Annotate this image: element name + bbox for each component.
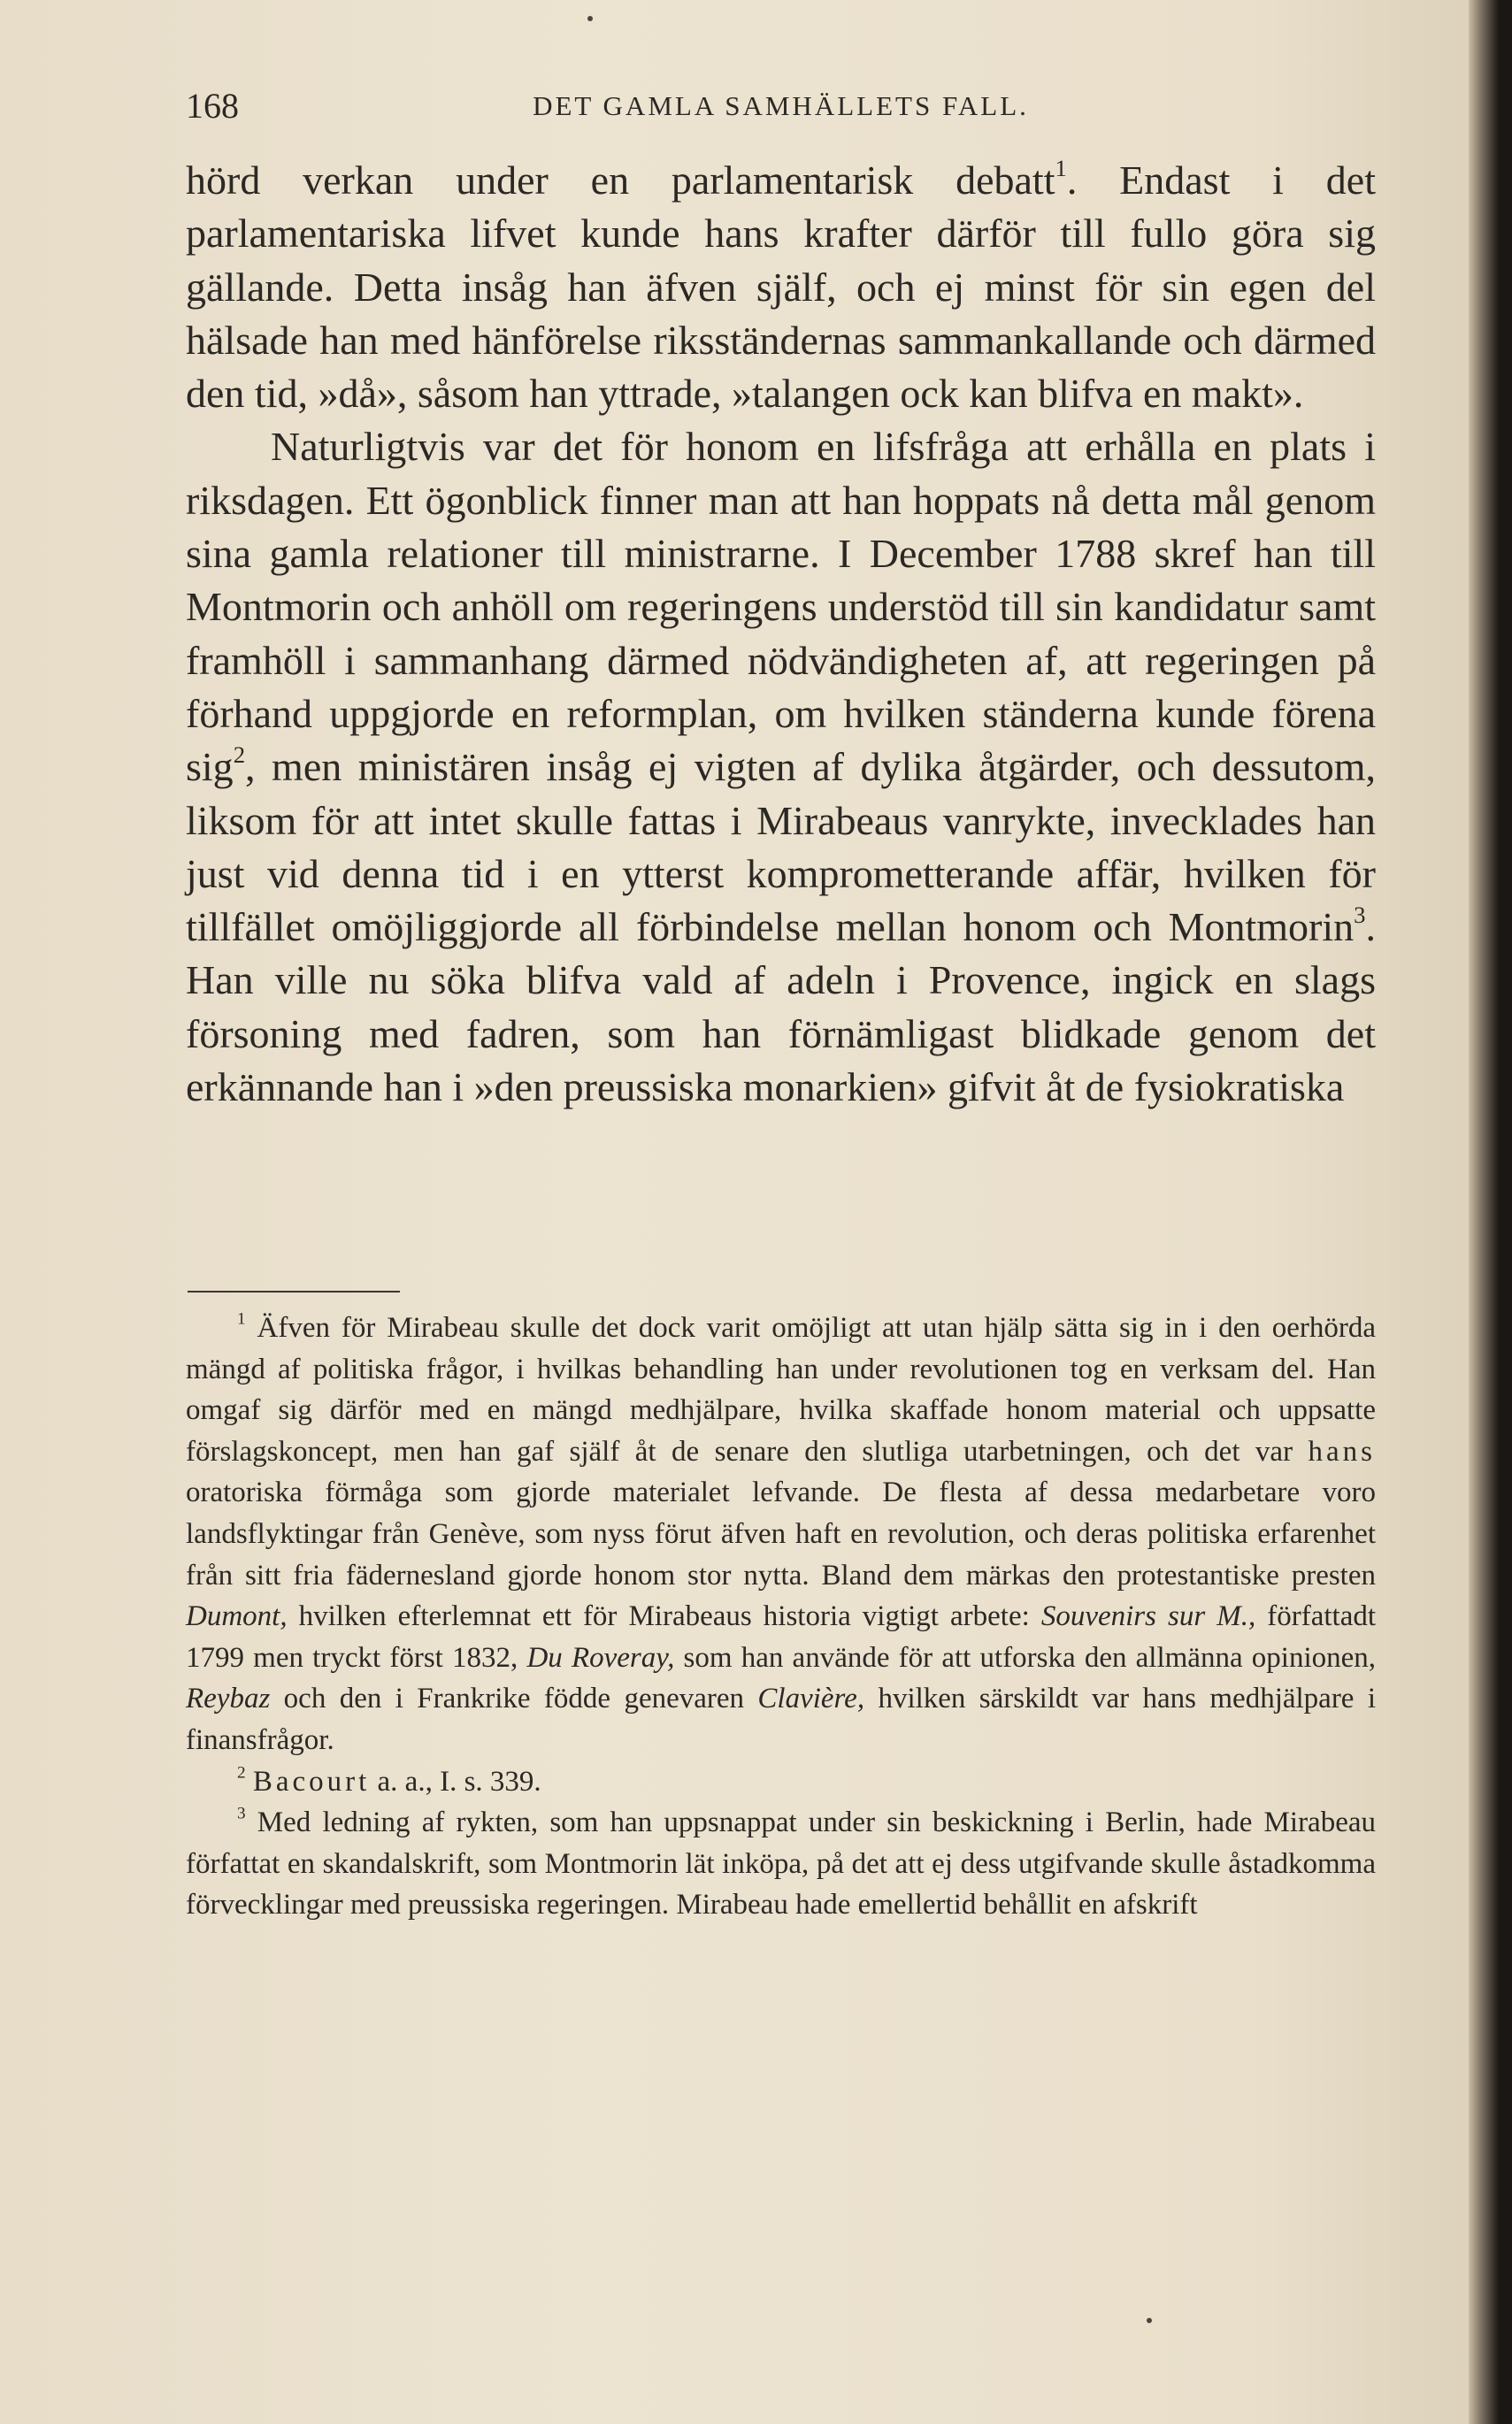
page-number: 168 (186, 86, 239, 126)
footnote-ref-2: 2 (233, 741, 246, 769)
footnote-ref-3: 3 (1354, 901, 1366, 929)
footnote-1-text-5: som han använde för att utforska den allmänna opinionen, (683, 1641, 1377, 1674)
footnote-1-italic-souvenirs: Souvenirs sur M., (1040, 1600, 1256, 1633)
footnote-3-mark: 3 (237, 1804, 246, 1823)
page-edge-shadow (1469, 0, 1512, 2424)
footnote-3-text: Med ledning af rykten, som han uppsnappat under sin beskickning i Berlin, hade Mirabeau författat en skandalskrift, som Montmorin lät inköpa, på det att ej dess utgifvande skulle åstadkomma förvecklingar med preussiska regeringen. Mirabeau hade emellertid behållit en afskrift (186, 1806, 1376, 1922)
paragraph-1 (186, 154, 1376, 420)
footnotes (186, 1308, 1376, 1926)
paper-speck (587, 16, 593, 21)
page-header (186, 85, 1376, 129)
footnote-1-text-1: Äfven för Mirabeau skulle det dock varit omöjligt att utan hjälp sätta sig in i den oerhörda mängd af politiska frågor, i hvilkas behandling han under revolutionen tog en verksam del. Han omgaf sig därför med en mängd medhjälpare, hvilka skaffade honom material och uppsatte förslagskoncept, men han gaf själf åt de senare den slutliga utarbetningen, och det var (186, 1312, 1376, 1468)
footnote-1-spaced-word: hans (1308, 1435, 1377, 1468)
paragraph-2-text-a: Naturligtvis var det för honom en lifsfråga att erhålla en plats i riksdagen. Ett ögonblick finner man att han hoppats nå detta mål genom sina gamla relationer till ministrarne. I December 1788 skref han till Montmorin och anhöll om regeringens understöd till sin kandidatur samt framhöll i sammanhang därmed nödvändigheten af, att regeringen på förhand uppgjorde en reformplan, om hvilken ständerna kunde förena sig (186, 424, 1376, 790)
footnote-2 (186, 1761, 1376, 1803)
paragraph-2-text-b: , men ministären insåg ej vigten af dylika åtgärder, och dessutom, liksom för att intet skulle fattas i Mirabeaus vanrykte, invecklades han just vid denna tid i en ytterst komprometterande affär, hvilken för tillfället omöjliggjorde all förbindelse mellan honom och Montmorin (186, 744, 1376, 950)
footnote-separator (188, 1291, 400, 1293)
paper-speck (1147, 2318, 1152, 2323)
footnote-1-text-2: oratoriska förmåga som gjorde materialet lefvande. De flesta af dessa medarbetare voro landsflyktingar från Genève, som nyss förut äfven haft en revolution, och deras politiska erfarenhet från sitt fria fädernesland gjorde honom stor nytta. Bland dem märkas den protestantiske presten (186, 1477, 1376, 1592)
footnote-2-spaced-word: Bacourt (252, 1765, 371, 1798)
footnote-1-italic-dumont: Dumont, (186, 1600, 288, 1633)
footnote-1 (186, 1308, 1376, 1761)
paragraph-1-text-a: hörd verkan under en parlamentarisk debatt (186, 157, 1055, 203)
footnote-2-mark: 2 (237, 1763, 246, 1783)
footnote-3 (186, 1802, 1376, 1926)
main-text (186, 154, 1376, 1114)
paragraph-2 (186, 420, 1376, 1114)
footnote-1-italic-reybaz: Reybaz (186, 1683, 271, 1715)
footnote-1-text-4: författadt 1799 men tryckt först 1832, (186, 1600, 1377, 1674)
footnote-1-mark: 1 (237, 1309, 246, 1329)
footnote-1-text-7: hvilken särskildt var hans medhjälpare i finansfrågor. (186, 1683, 1376, 1756)
running-head: DET GAMLA SAMHÄLLETS FALL. (533, 90, 1029, 121)
footnote-1-italic-roveray: Du Roveray, (526, 1641, 675, 1674)
footnote-1-italic-claviere: Clavière, (757, 1683, 865, 1715)
footnote-2-text: a. a., I. s. 339. (377, 1765, 541, 1798)
paragraph-1-text-b: . Endast i det parlamentariska lifvet kunde hans krafter därför till fullo göra sig gällande. Detta insåg han äfven själf, och ej minst för sin egen del hälsade han med hänförelse riksständernas sammankallande och därmed den tid, »då», såsom han yttrade, »talangen ock kan blifva en makt». (186, 157, 1376, 417)
paragraph-2-text-c: . Han ville nu söka blifva vald af adeln i Provence, ingick en slags försoning med fadren, som han förnämligast blidkade genom det erkännande han i »den preussiska monarkien» gifvit åt de fysiokratiska (186, 904, 1376, 1110)
footnote-ref-1: 1 (1055, 155, 1067, 181)
footnote-1-text-6: och den i Frankrike födde genevaren (283, 1683, 745, 1715)
footnote-1-text-3: hvilken efterlemnat ett för Mirabeaus historia vigtigt arbete: (298, 1600, 1030, 1633)
